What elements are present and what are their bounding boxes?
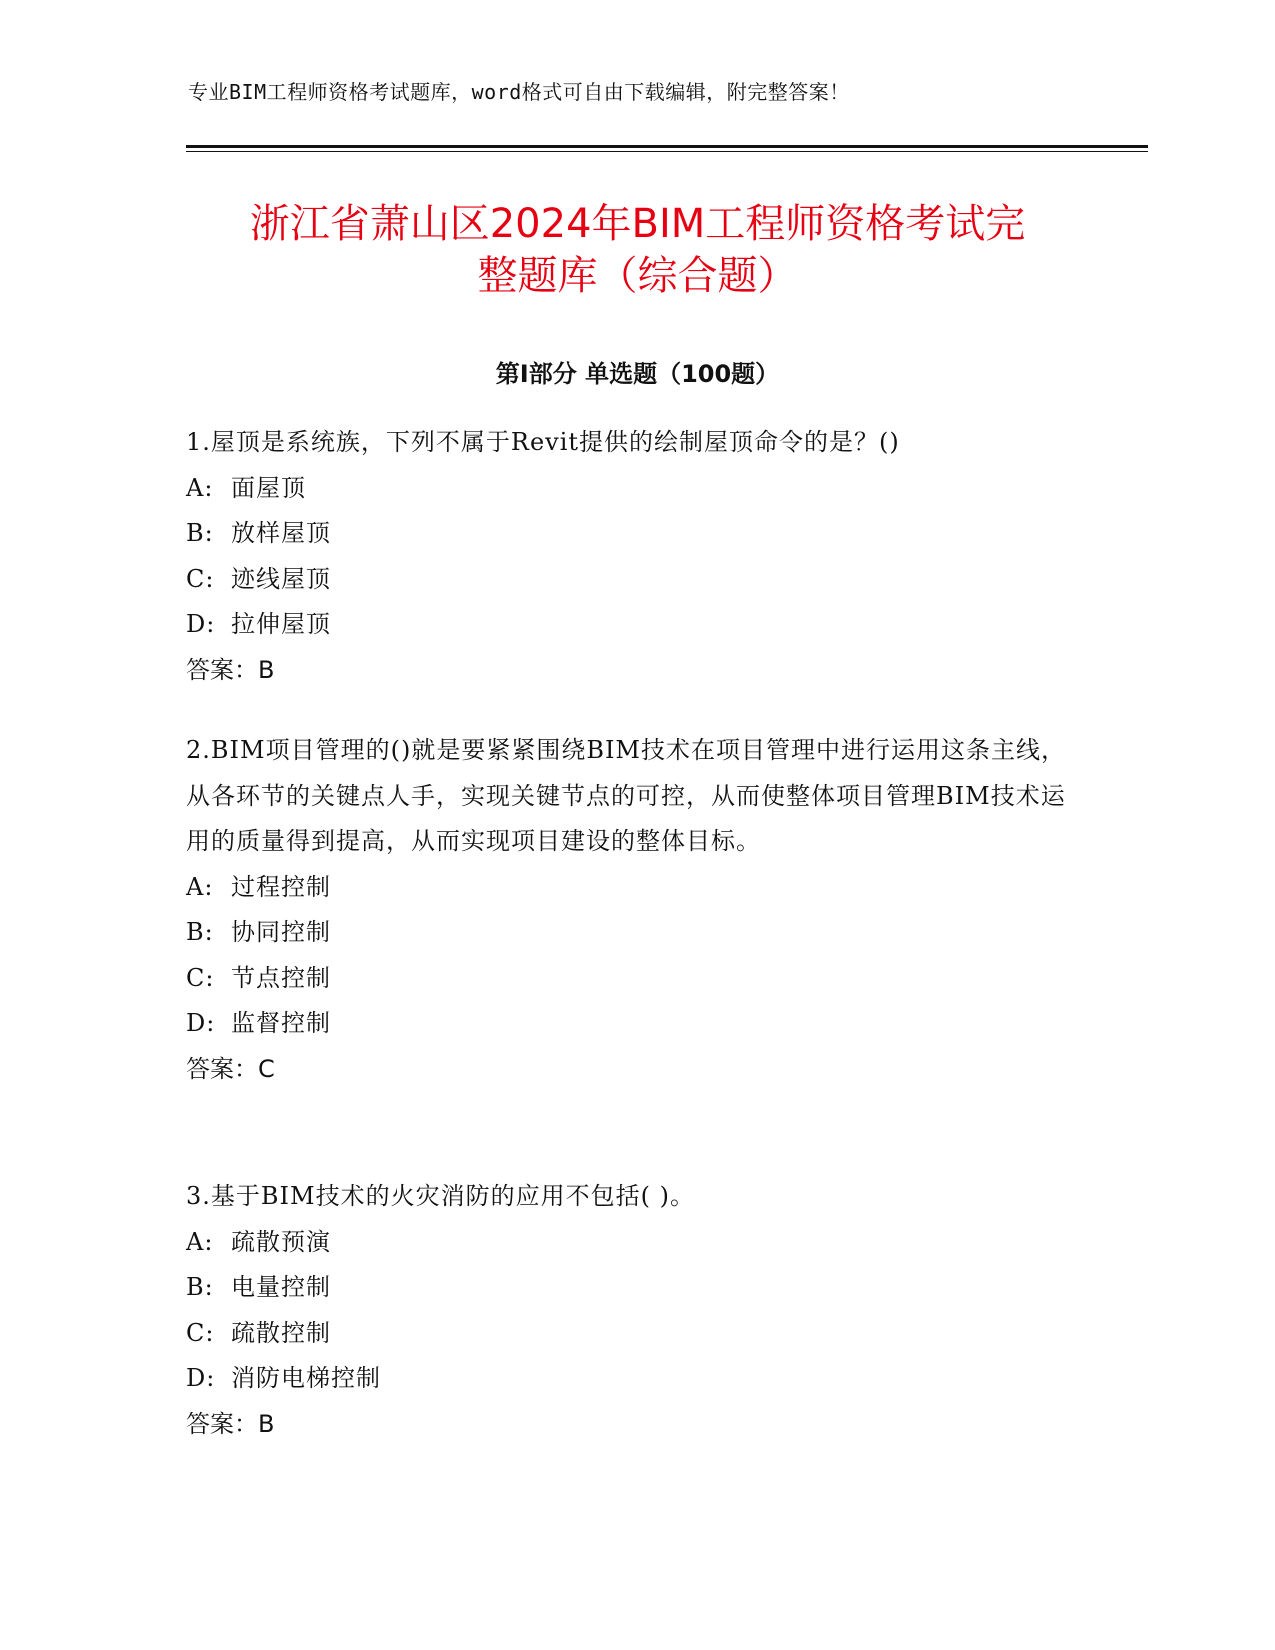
option-letter: A:: [186, 473, 214, 502]
answer: 答案：C: [186, 1054, 275, 1083]
document-title-line-2: 整题库（综合题）: [477, 253, 798, 299]
option-c: [186, 557, 1086, 603]
option-letter: A:: [186, 1227, 214, 1256]
option-b: [186, 511, 1086, 557]
option-letter: C:: [186, 963, 215, 992]
option-text: 监督控制: [231, 1009, 331, 1037]
question-stem: 2.BIM项目管理的()就是要紧紧围绕BIM技术在项目管理中进行运用这条主线，从各环节的关键点人手，实现关键节点的可控，从而使整体项目管理BIM技术运用的质量得到提高，从而实现项目建设的整体目标。: [186, 736, 1067, 855]
option-text: 拉伸屋顶: [231, 610, 331, 638]
question-3: [186, 1174, 1086, 1447]
option-text: 放样屋顶: [231, 519, 331, 547]
document-title: [150, 198, 1125, 302]
question-stem: 3.基于BIM技术的火灾消防的应用不包括( )。: [186, 1182, 695, 1210]
option-text: 节点控制: [231, 963, 331, 992]
section-title: 第Ⅰ部分 单选题（100题）: [495, 360, 780, 388]
answer: 答案：B: [186, 1409, 275, 1438]
header-divider-thick: [186, 145, 1148, 148]
option-text: 面屋顶: [231, 473, 306, 502]
option-text: 疏散控制: [231, 1318, 331, 1347]
option-letter: D:: [186, 1009, 216, 1037]
option-d: [186, 1356, 1086, 1402]
question-1: [186, 420, 1086, 693]
option-letter: A:: [186, 872, 214, 901]
document-title-line-1: 浙江省萧山区2024年BIM工程师资格考试完: [249, 201, 1026, 247]
option-text: 协同控制: [231, 918, 331, 946]
option-text: 电量控制: [231, 1273, 331, 1301]
option-a: [186, 865, 1071, 911]
option-c: [186, 956, 1071, 1002]
option-d: [186, 602, 1086, 648]
question-2: [186, 728, 1071, 1092]
option-d: [186, 1001, 1071, 1047]
option-c: [186, 1311, 1086, 1357]
option-letter: C:: [186, 564, 215, 593]
option-text: 过程控制: [231, 872, 331, 901]
option-letter: B:: [186, 918, 214, 946]
option-text: 消防电梯控制: [231, 1364, 381, 1392]
option-a: [186, 1220, 1086, 1266]
header-divider-thin: [186, 151, 1148, 152]
answer: 答案：B: [186, 655, 275, 684]
option-letter: D:: [186, 610, 216, 638]
option-letter: C:: [186, 1318, 215, 1347]
option-letter: D:: [186, 1364, 216, 1392]
option-text: 迹线屋顶: [231, 564, 331, 593]
option-a: [186, 466, 1086, 512]
header-note: 专业BIM工程师资格考试题库，word格式可自由下载编辑，附完整答案！: [188, 80, 850, 104]
option-b: [186, 1265, 1086, 1311]
option-b: [186, 910, 1071, 956]
question-stem: 1.屋顶是系统族，下列不属于Revit提供的绘制屋顶命令的是？(): [186, 428, 900, 456]
option-text: 疏散预演: [231, 1227, 331, 1256]
option-letter: B:: [186, 519, 214, 547]
option-letter: B:: [186, 1273, 214, 1301]
